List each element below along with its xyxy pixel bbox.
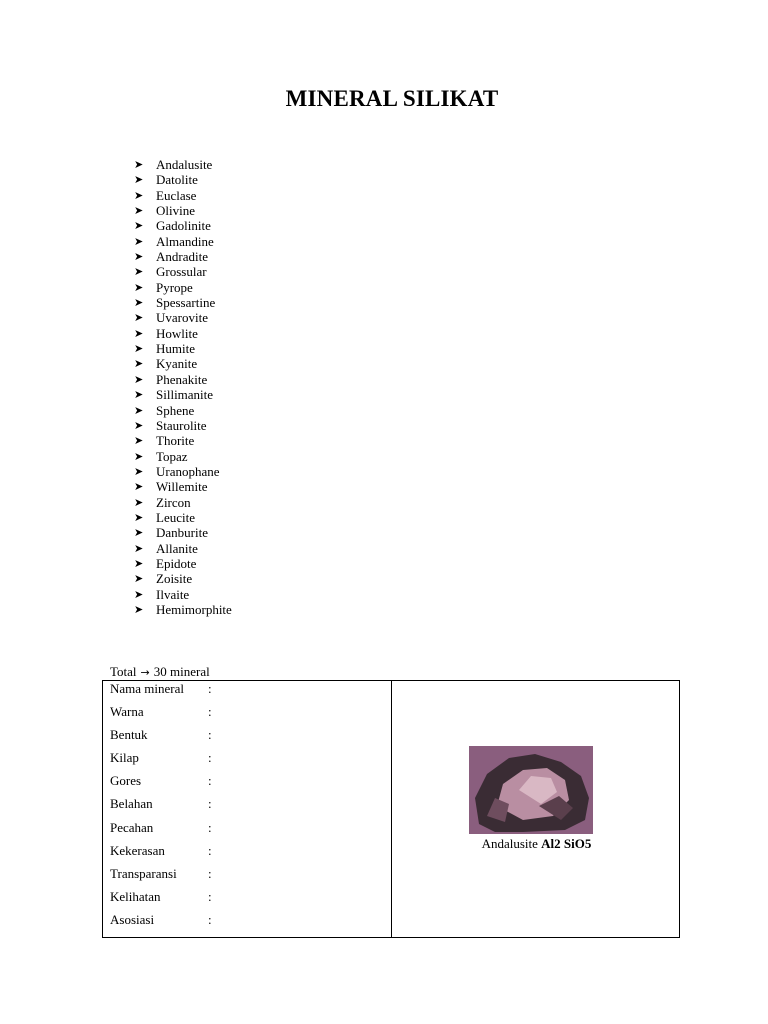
arrow-bullet-icon: ➤ xyxy=(134,418,144,432)
mineral-info-table xyxy=(102,680,680,938)
property-label: Pecahan xyxy=(110,820,154,835)
property-label: Kekerasan xyxy=(110,843,165,858)
arrow-bullet-icon: ➤ xyxy=(134,265,144,279)
mineral-name: Topaz xyxy=(156,448,188,464)
mineral-name: Howlite xyxy=(156,325,198,341)
arrow-bullet-icon: ➤ xyxy=(134,204,144,218)
list-item xyxy=(134,418,232,433)
list-item xyxy=(134,479,232,494)
arrow-bullet-icon: ➤ xyxy=(134,357,144,371)
property-colon: : xyxy=(208,773,212,788)
list-item xyxy=(134,495,232,510)
list-item xyxy=(134,510,232,525)
list-item xyxy=(134,541,232,556)
list-item xyxy=(134,218,232,233)
property-row xyxy=(110,681,212,697)
arrow-right-icon: → xyxy=(140,666,150,679)
mineral-name: Thorite xyxy=(156,433,195,449)
list-item xyxy=(134,372,232,387)
list-item xyxy=(134,264,232,279)
mineral-name: Grossular xyxy=(156,264,207,280)
list-item xyxy=(134,172,232,187)
arrow-bullet-icon: ➤ xyxy=(134,280,144,294)
list-item xyxy=(134,341,232,356)
mineral-name: Epidote xyxy=(156,555,197,571)
property-colon: : xyxy=(208,866,212,881)
table-divider xyxy=(391,681,392,937)
arrow-bullet-icon: ➤ xyxy=(134,296,144,310)
arrow-bullet-icon: ➤ xyxy=(134,541,144,555)
property-label: Kilap xyxy=(110,750,139,765)
total-value: 30 mineral xyxy=(153,664,210,679)
mineral-name: Uvarovite xyxy=(156,310,208,326)
list-item xyxy=(134,157,232,172)
page-title: MINERAL SILIKAT xyxy=(285,86,499,111)
list-item xyxy=(134,571,232,586)
property-label: Transparansi xyxy=(110,866,177,881)
mineral-name: Kyanite xyxy=(156,356,198,372)
arrow-bullet-icon: ➤ xyxy=(134,158,144,171)
mineral-name: Pyrope xyxy=(156,279,193,295)
mineral-name: Humite xyxy=(156,341,195,357)
mineral-name: Ilvaite xyxy=(156,586,190,602)
list-item xyxy=(134,464,232,479)
property-colon: : xyxy=(208,727,212,742)
property-row xyxy=(110,796,212,812)
list-item xyxy=(134,387,232,402)
specimen-formula: Al2 SiO5 xyxy=(541,836,592,851)
list-item xyxy=(134,403,232,418)
mineral-name: Allanite xyxy=(156,540,198,556)
list-item xyxy=(134,188,232,203)
property-colon: : xyxy=(208,843,212,858)
property-row xyxy=(110,912,212,928)
property-colon: : xyxy=(208,889,212,904)
mineral-name: Willemite xyxy=(156,479,208,495)
arrow-bullet-icon: ➤ xyxy=(134,480,144,494)
arrow-bullet-icon: ➤ xyxy=(134,234,144,248)
mineral-name: Euclase xyxy=(156,187,197,203)
property-label: Kelihatan xyxy=(110,889,161,904)
property-label: Nama mineral xyxy=(110,681,184,696)
list-item xyxy=(134,587,232,602)
list-item xyxy=(134,249,232,264)
arrow-bullet-icon: ➤ xyxy=(134,342,144,356)
list-item xyxy=(134,449,232,464)
property-label: Warna xyxy=(110,704,144,719)
property-colon: : xyxy=(208,912,212,927)
mineral-name: Spessartine xyxy=(156,295,216,311)
arrow-bullet-icon: ➤ xyxy=(134,587,144,601)
arrow-bullet-icon: ➤ xyxy=(134,602,144,616)
property-colon: : xyxy=(208,820,212,835)
specimen-name: Andalusite xyxy=(481,836,538,851)
property-label: Asosiasi xyxy=(110,912,155,927)
total-line xyxy=(110,664,210,680)
arrow-bullet-icon: ➤ xyxy=(134,250,144,264)
property-colon: : xyxy=(208,750,212,765)
mineral-name: Staurolite xyxy=(156,417,207,433)
arrow-bullet-icon: ➤ xyxy=(134,434,144,448)
arrow-bullet-icon: ➤ xyxy=(134,311,144,325)
list-item xyxy=(134,295,232,310)
arrow-bullet-icon: ➤ xyxy=(134,403,144,417)
mineral-name: Danburite xyxy=(156,525,208,541)
property-colon: : xyxy=(208,796,212,811)
property-row xyxy=(110,727,212,743)
list-item xyxy=(134,310,232,325)
mineral-name: Almandine xyxy=(156,233,214,249)
property-label: Gores xyxy=(110,773,142,788)
property-row xyxy=(110,820,212,836)
list-item xyxy=(134,356,232,371)
mineral-name: Uranophane xyxy=(156,463,220,479)
property-row xyxy=(110,704,212,720)
arrow-bullet-icon: ➤ xyxy=(134,188,144,202)
list-item xyxy=(134,280,232,295)
property-row xyxy=(110,750,212,766)
arrow-bullet-icon: ➤ xyxy=(134,526,144,540)
property-label: Belahan xyxy=(110,796,153,811)
mineral-name: Sphene xyxy=(156,402,195,418)
property-row xyxy=(110,889,212,905)
mineral-name: Andalusite xyxy=(156,157,213,172)
mineral-name: Leucite xyxy=(156,509,195,525)
mineral-name: Phenakite xyxy=(156,371,208,387)
mineral-name: Gadolinite xyxy=(156,218,211,234)
property-colon: : xyxy=(208,704,212,719)
arrow-bullet-icon: ➤ xyxy=(134,449,144,463)
mineral-name: Zircon xyxy=(156,494,191,510)
arrow-bullet-icon: ➤ xyxy=(134,388,144,402)
property-label: Bentuk xyxy=(110,727,148,742)
property-row xyxy=(110,866,212,882)
list-item xyxy=(134,556,232,571)
list-item xyxy=(134,203,232,218)
property-row xyxy=(110,773,212,789)
arrow-bullet-icon: ➤ xyxy=(134,510,144,524)
arrow-bullet-icon: ➤ xyxy=(134,572,144,586)
mineral-name: Andradite xyxy=(156,249,208,265)
arrow-bullet-icon: ➤ xyxy=(134,372,144,386)
mineral-name: Sillimanite xyxy=(156,387,214,403)
arrow-bullet-icon: ➤ xyxy=(134,173,144,187)
arrow-bullet-icon: ➤ xyxy=(134,556,144,570)
list-item xyxy=(134,234,232,249)
arrow-bullet-icon: ➤ xyxy=(134,219,144,233)
list-item xyxy=(134,326,232,341)
arrow-bullet-icon: ➤ xyxy=(134,326,144,340)
list-item xyxy=(134,525,232,540)
mineral-name: Hemimorphite xyxy=(156,601,232,617)
mineral-name: Zoisite xyxy=(156,571,193,587)
property-row xyxy=(110,843,212,859)
list-item xyxy=(134,602,232,617)
arrow-bullet-icon: ➤ xyxy=(134,495,144,509)
specimen-caption xyxy=(393,836,680,852)
list-item xyxy=(134,433,232,448)
arrow-bullet-icon: ➤ xyxy=(134,464,144,478)
specimen-photo xyxy=(469,746,593,834)
mineral-name: Datolite xyxy=(156,172,198,188)
total-label: Total xyxy=(110,664,137,679)
mineral-list xyxy=(134,157,232,617)
mineral-name: Olivine xyxy=(156,203,195,219)
property-colon: : xyxy=(208,681,212,696)
